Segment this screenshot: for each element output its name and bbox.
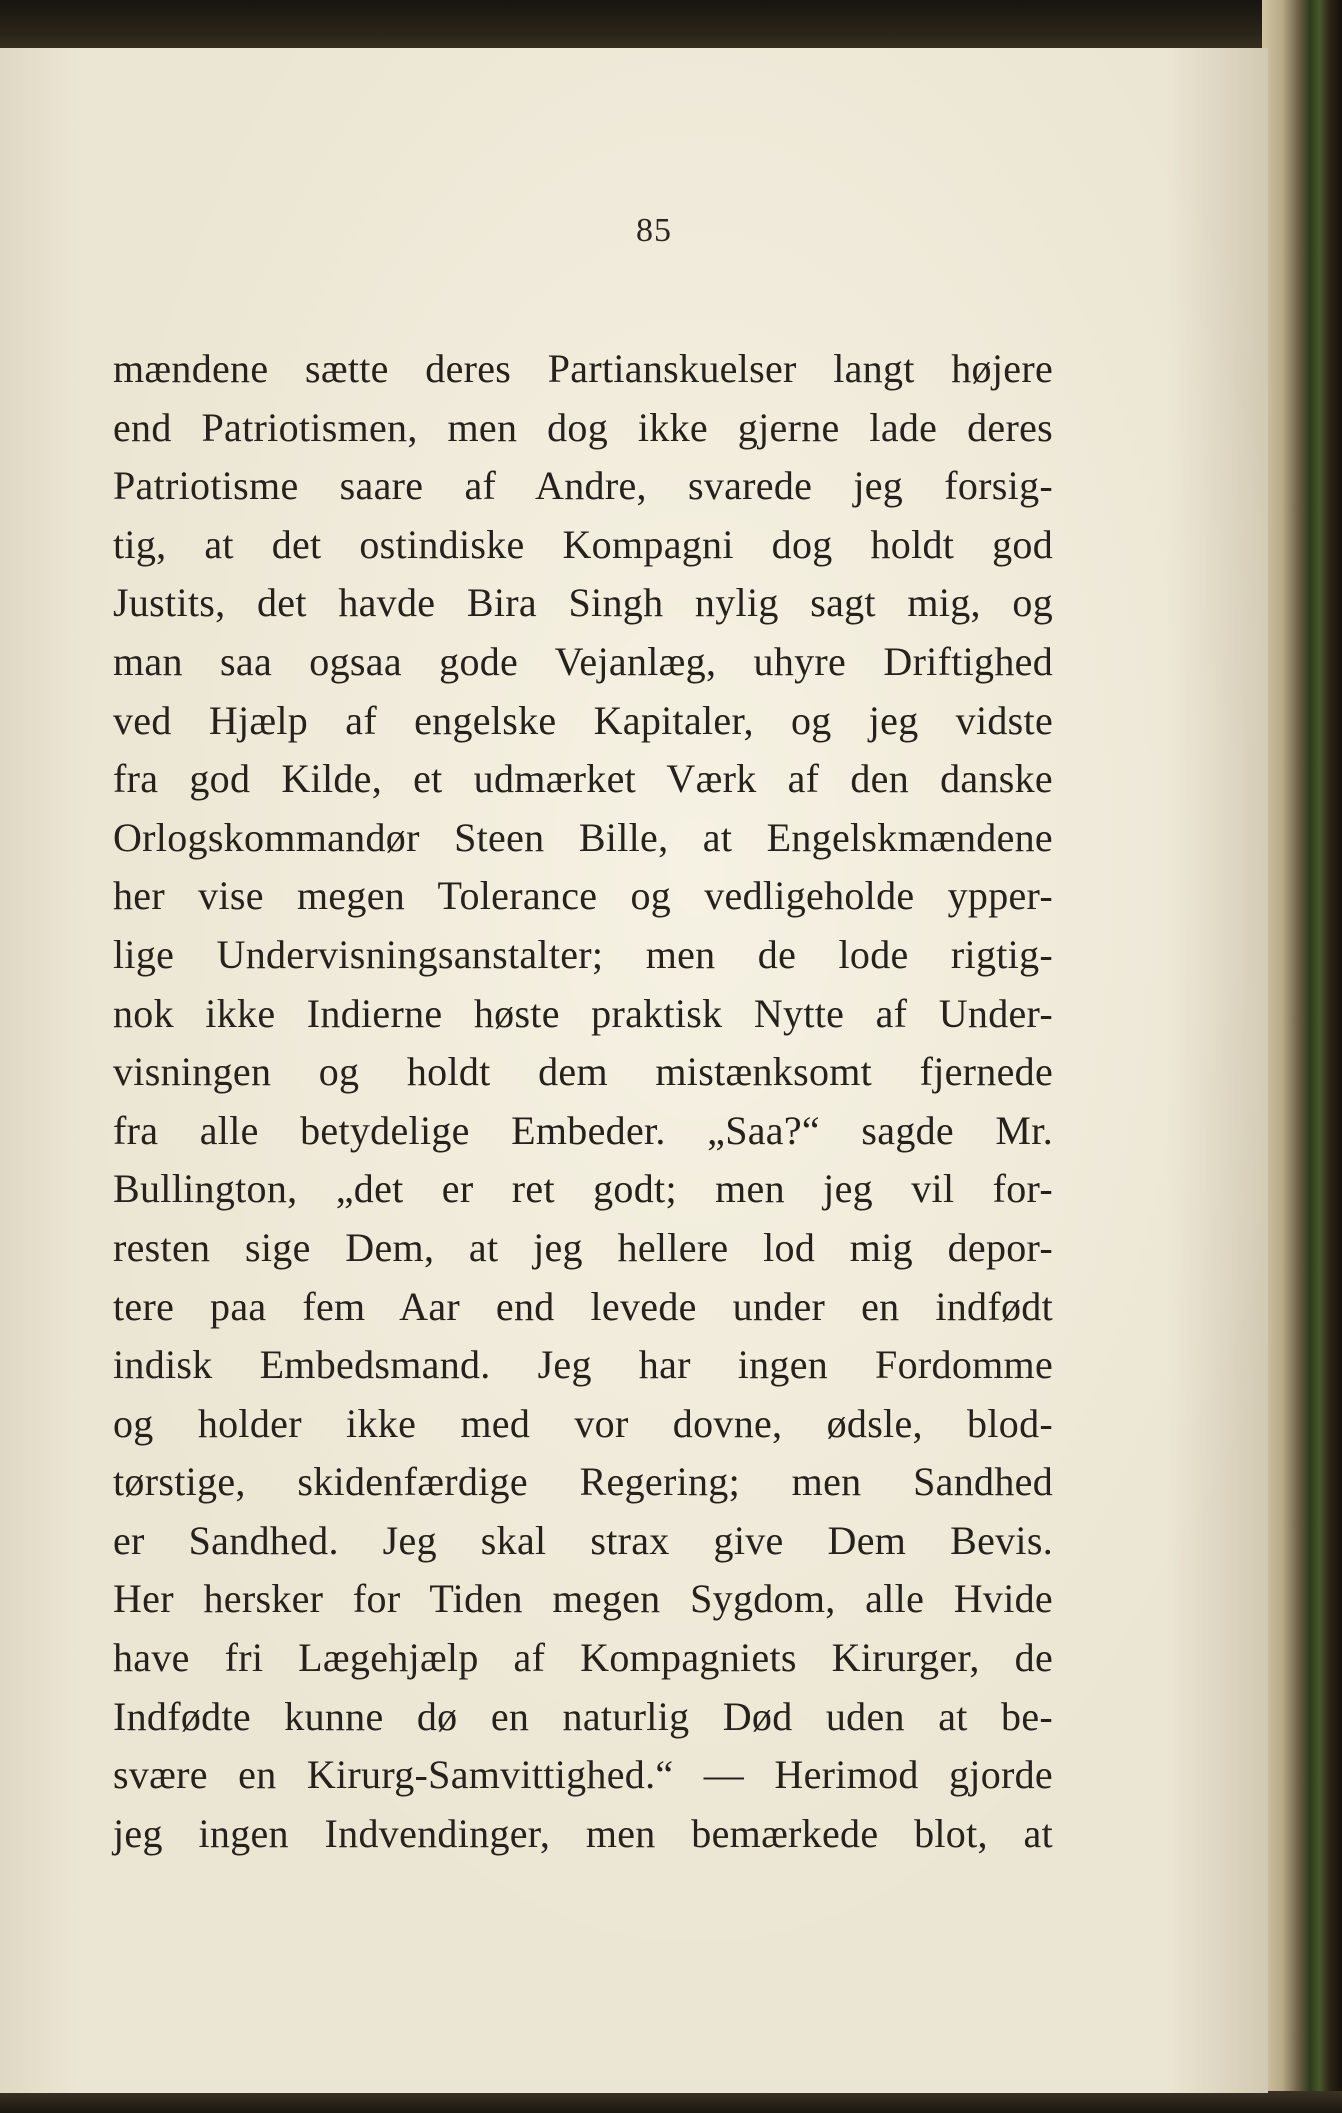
text-line: have fri Lægehjælp af Kompagniets Kirurger, de: [113, 1635, 1053, 1681]
text-line: svære en Kirurg-Samvittighed.“ — Herimod gjorde: [113, 1752, 1053, 1798]
text-line: man saa ogsaa gode Vejanlæg, uhyre Driftighed: [113, 638, 1053, 684]
text-line: Justits, det havde Bira Singh nylig sagt mig, og: [113, 580, 1053, 626]
text-line: Indfødte kunne dø en naturlig Død uden at be-: [113, 1693, 1053, 1739]
book-page: [0, 48, 1268, 2093]
body-text: [113, 340, 1053, 1863]
text-line: ved Hjælp af engelske Kapitaler, og jeg vidste: [113, 697, 1053, 743]
text-line: Her hersker for Tiden megen Sygdom, alle Hvide: [113, 1576, 1053, 1622]
scan-top-edge: [0, 0, 1342, 55]
text-line: Bullington, „det er ret godt; men jeg vil for-: [113, 1166, 1053, 1212]
text-line: tørstige, skidenfærdige Regering; men Sandhed: [113, 1459, 1053, 1505]
text-line: tere paa fem Aar end levede under en indfødt: [113, 1283, 1053, 1329]
text-line: lige Undervisningsanstalter; men de lode rigtig-: [113, 931, 1053, 977]
text-line: Orlogskommandør Steen Bille, at Engelskmændene: [113, 814, 1053, 860]
page-number: 85: [636, 212, 672, 249]
text-line: og holder ikke med vor dovne, ødsle, blod-: [113, 1400, 1053, 1446]
text-line: er Sandhed. Jeg skal strax give Dem Bevis.: [113, 1517, 1053, 1563]
text-line: nok ikke Indierne høste praktisk Nytte af Under-: [113, 990, 1053, 1036]
text-line: end Patriotismen, men dog ikke gjerne lade deres: [113, 404, 1053, 450]
text-line: fra god Kilde, et udmærket Værk af den danske: [113, 756, 1053, 802]
book-spine-edge: [1262, 0, 1342, 2113]
text-line: Patriotisme saare af Andre, svarede jeg forsig-: [113, 463, 1053, 509]
scan-bottom-edge: [0, 2091, 1342, 2113]
text-line: her vise megen Tolerance og vedligeholde ypper-: [113, 873, 1053, 919]
text-line: indisk Embedsmand. Jeg har ingen Fordomme: [113, 1342, 1053, 1388]
text-line: tig, at det ostindiske Kompagni dog holdt god: [113, 521, 1053, 567]
text-line: resten sige Dem, at jeg hellere lod mig depor-: [113, 1224, 1053, 1270]
text-line: mændene sætte deres Partianskuelser langt højere: [113, 346, 1053, 391]
text-line: fra alle betydelige Embeder. „Saa?“ sagde Mr.: [113, 1107, 1053, 1153]
text-line: visningen og holdt dem mistænksomt fjernede: [113, 1049, 1053, 1095]
text-line: jeg ingen Indvendinger, men bemærkede blot, at: [113, 1810, 1053, 1856]
